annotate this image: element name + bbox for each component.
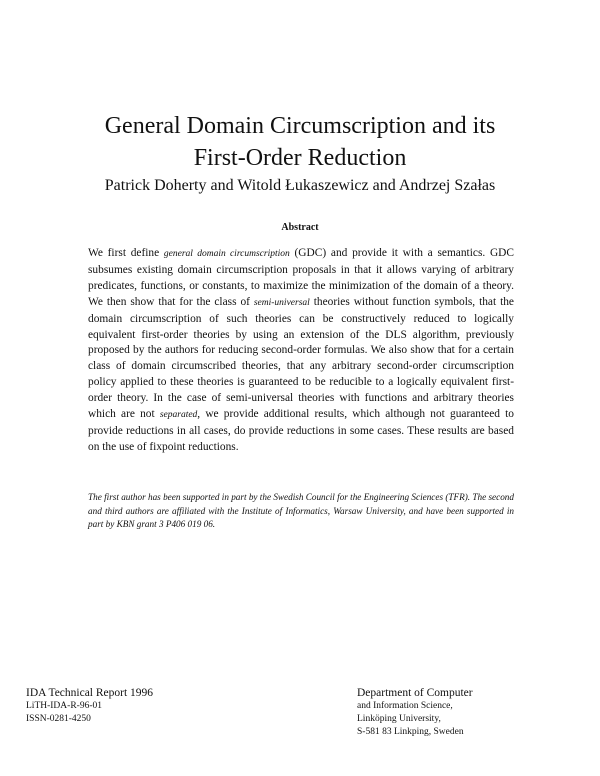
postal-address: S-581 83 Linkping, Sweden [357,727,464,737]
university-name: Linköping University, [357,714,441,724]
paper-title [40,110,560,174]
report-number: LiTH-IDA-R-96-01 [26,701,102,711]
funding-note: The first author has been supported in part by the Swedish Council for the Engineering Sciences (TFR). The second and third authors are affiliated with the Institute of Informatics, Warsaw University, and have been supported in part by KBN grant 3 P406 019 06. [88,492,514,529]
abstract-text-2: (GDC) and provide it with a semantics. GDC subsumes existing domain circumscription proposals in that it allows varying of arbitrary predicates, functions, or constants, to maximize the minimization of the domain of a theory. We then show that for the class of [88,247,515,308]
department-name-2: and Information Science, [357,701,453,711]
department-name: Department of Computer [357,687,473,699]
abstract-term-gdc: general domain circumscription [163,249,290,259]
title-line-2: First-Order Reduction [193,145,407,171]
abstract-text-3: theories without function symbols, that the domain circumscription of such theories can be constructively reduced to logically equivalent first-order theories by using an extension of the DLS algorithm, previously proposed by the authors for reducing second-order formulas. We also show that for a certain class of domain circumscribed theories, that any arbitrary second-order circumscription policy applied to these theories is guaranteed to be reducible to a logically equivalent first-order theory. In the case of semi-universal theories with functions and arbitrary theories which are not [88,295,514,421]
author-list: Patrick Doherty and Witold Łukaszewicz and Andrzej Szałas [104,177,496,194]
report-title: IDA Technical Report 1996 [26,687,154,699]
abstract-text-4: , we provide additional results, which although not guaranteed to provide reductions in all cases, do provide reductions in some cases. These results are based on the use of fixpoint reductions. [88,408,514,453]
abstract-term-separated: separated [159,410,198,421]
abstract-heading: Abstract [281,222,319,233]
title-line-1: General Domain Circumscription and its [104,113,496,139]
abstract-body [88,246,514,456]
abstract-text-1: We first define [88,247,164,259]
report-info [26,686,153,726]
report-issn: ISSN-0281-4250 [26,714,91,724]
institution-address [357,686,473,739]
abstract-term-semi-universal: semi-universal [253,297,310,308]
